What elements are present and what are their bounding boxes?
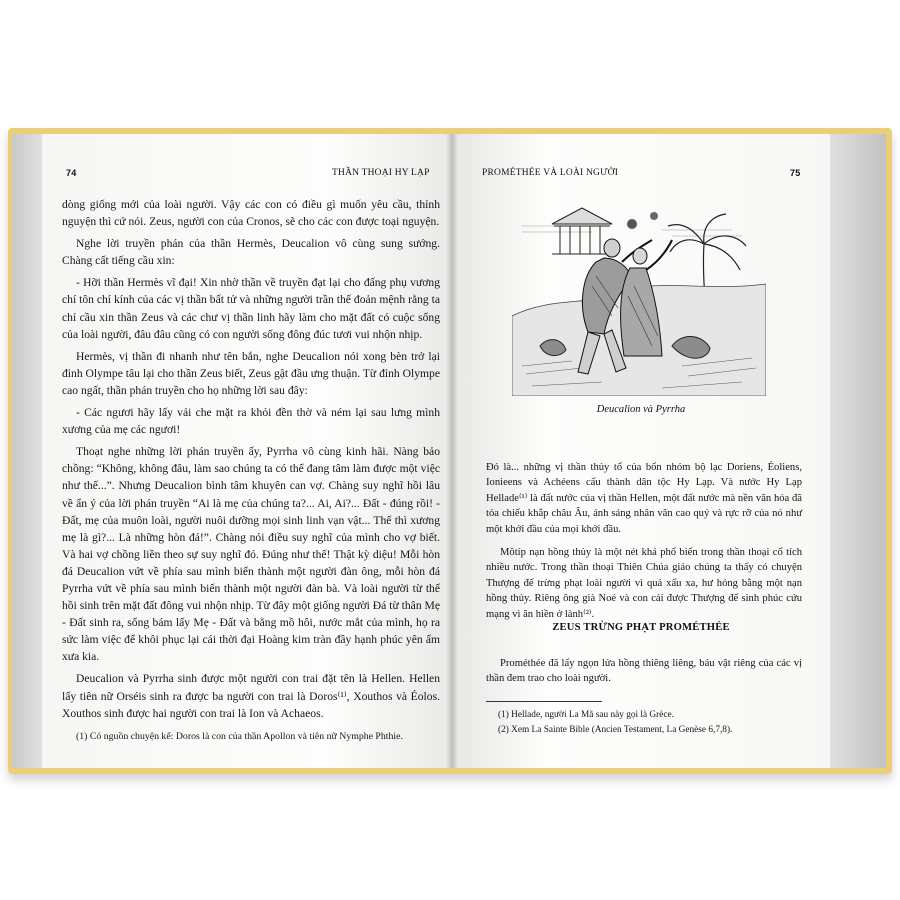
paragraph: - Hỡi thần Hermès vĩ đại! Xin nhờ thần về truyền đạt lại cho đấng phụ vương chí tôn chí kính của các vị thần bất tử và những người trần thế đoản mệnh rằng ta chỉ cầu xin thần Zeus và các chư vị thần linh hãy làm cho mặt đất có cuộc sống của loài người, đâu đâu cũng có con người sống đông đúc tươi vui nhộn nhịp. [62,276,440,341]
paragraph: Môtíp nạn hồng thủy là một nét khá phổ biến trong thần thoại cổ tích nhiều nước. Trong thần thoại Thiên Chúa giáo chúng ta thấy có chuyện Thượng đế trừng phạt loài người vì quá xấu xa, hư hỏng bằng một nạn hồng thủy. Riêng ông già Noé và con cái được Thượng đế sinh phúc cứu mạng vì ăn hiền ở lành⁽²⁾. [486,547,802,620]
right-page-number: 75 [790,168,801,178]
illustration-engraving-icon [512,196,766,396]
paragraph: Đó là... những vị thần thủy tổ của bốn nhóm bộ lạc Doriens, Éoliens, Ionieens và Achéens cấu thành dân tộc Hy Lạp. Và nước Hy Lạp Hellade⁽¹⁾ là đất nước của vị thần Hellen, một đất nước mà nền văn hóa đã tỏa chiếu khắp châu Âu, ánh sáng nhân văn cao quý và rực rỡ của nó như một khởi đầu của mọi khởi đầu. [486,462,802,535]
paragraph: dòng giống mới của loài người. Vậy các con có điều gì muốn yêu cầu, thỉnh nguyện thì cứ nói. Zeus, người con của Cronos, sẽ cho các con được toại nguyện. [62,198,440,229]
paragraph: Nghe lời truyền phán của thần Hermès, Deucalion vô cùng sung sướng. Chàng cất tiếng cầu xin: [62,237,440,268]
right-page [452,134,830,768]
left-page-number: 74 [66,168,77,178]
left-page-body [62,196,440,744]
footnote: (1) Hellade, người La Mã sau này gọi là Grèce. [498,710,674,720]
right-page-edges [828,134,886,768]
paragraph: Prométhée đã lấy ngọn lửa hồng thiêng liêng, báu vật riêng của các vị thần đem trao cho loài người. [486,658,802,685]
paragraph: Thoạt nghe những lời phán truyền ấy, Pyrrha vô cùng kinh hãi. Nàng bảo chồng: “Không, không đâu, làm sao chúng ta có thể đang tâm làm được một việc như thế...”. Nhưng Deucalion bình tâm khuyên can vợ. Chàng suy nghĩ hồi lâu về ẩn ý của lời phán truyền “Ai là mẹ của chúng ta?... Ai, Ai?... Đất - đúng rồi! - Đất, mẹ của muôn loài, người nuôi dưỡng mọi sinh linh vạn vật... Thế thì xương mẹ là gì?... Là những hòn đá!”. Chàng nói điều suy nghĩ của mình cho vợ biết. Và hai vợ chồng liền theo sự suy nghĩ đó. Đúng như thế! Thật kỳ diệu! Mỗi hòn đá Deucalion vứt về phía sau mình biến thành một người đàn ông, mỗi hòn đá Pyrrha vứt về phía sau mình biến thành một người đàn bà. Và loài người từ thế hồi sinh trên mặt đất đông vui nhộn nhịp. Từ đây một giống người Đá từ thân Mẹ - Đất sinh ra, sống bám lấy Mẹ - Đất và bằng mồ hôi, nước mắt của mình, họ ra sức làm việc để khôi phục lại cái thời đại Hoàng kim tràn đầy hạnh phúc yên ấm xưa kia. [62,445,440,664]
right-running-header: PROMÉTHÉE VÀ LOÀI NGƯỜI [482,168,619,178]
footnote: (2) Xem La Sainte Bible (Ancien Testament, La Genèse 6,7,8). [498,725,733,735]
book-gutter [446,134,458,768]
left-page [42,134,452,768]
section-body [486,656,802,687]
section-title: ZEUS TRỪNG PHẠT PROMÉTHÉE [552,622,730,633]
paragraph: Hermès, vị thần đi nhanh như tên bắn, nghe Deucalion nói xong bèn trở lại đỉnh Olympe tâu lại cho thần Zeus biết, Zeus gật đầu ưng thuận. Từ đỉnh Olympe cao ngất, thần phán truyền cho họ những lời sau đây: [62,349,440,397]
left-running-header: THẦN THOẠI HY LẠP [332,168,430,178]
right-footnotes [498,708,808,738]
footnote-divider [486,701,602,702]
left-footnote: (1) Có nguồn chuyện kể: Doros là con của thần Apollon và tiên nữ Nymphe Phthie. [76,730,403,742]
left-page-edges [12,134,44,768]
illustration-caption: Deucalion và Pyrrha [596,404,686,415]
paragraph: - Các ngươi hãy lấy vải che mặt ra khỏi đền thờ và ném lại sau lưng mình xương của mẹ các ngươi! [62,406,440,437]
right-page-body [486,460,802,630]
paragraph: Deucalion và Pyrrha sinh được một người con trai đặt tên là Hellen. Hellen lấy tiên nữ Orséis sinh ra được ba người con trai là Doros⁽¹⁾, Xouthos và Éolos. Xouthos sinh được hai người con trai là Ion và Achaeos. [62,672,440,720]
